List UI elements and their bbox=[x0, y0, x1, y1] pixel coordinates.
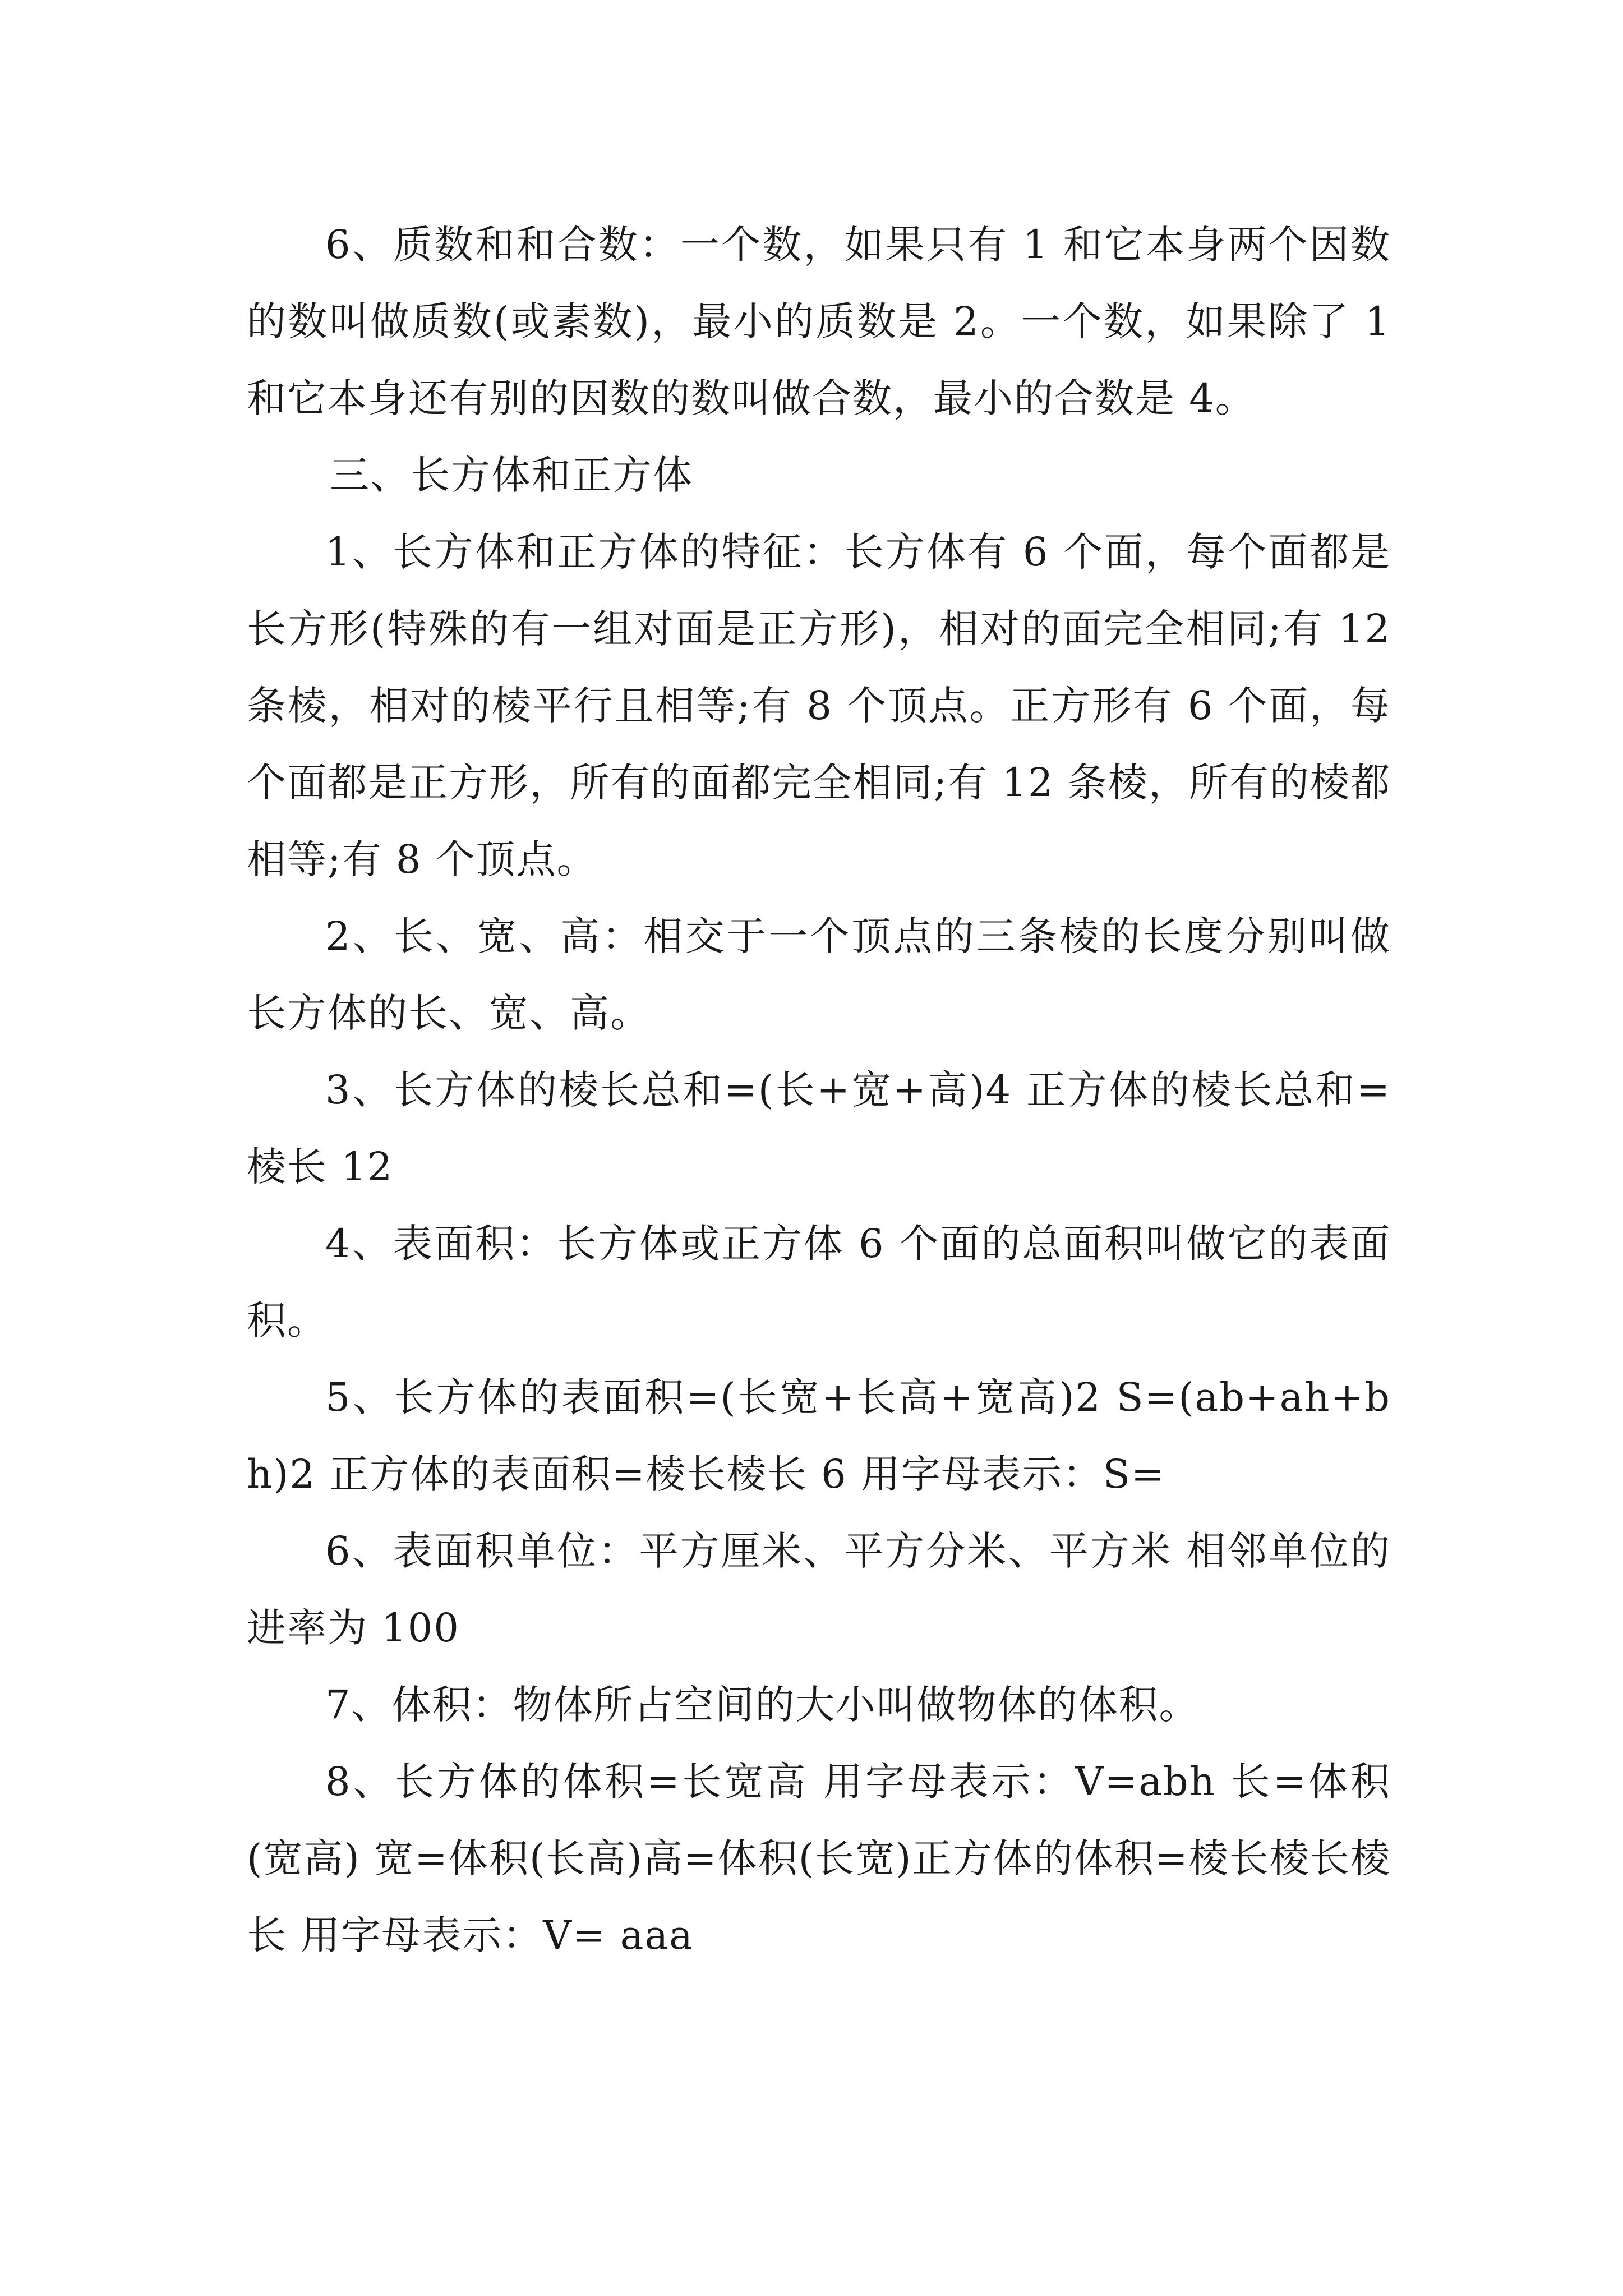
paragraph-surface-area-definition: 4、表面积：长方体或正方体 6 个面的总面积叫做它的表面积。 bbox=[247, 1221, 1391, 1343]
paragraph-edge-sum: 3、长方体的棱长总和=(长+宽+高)4 正方体的棱长总和=棱长 12 bbox=[247, 1067, 1391, 1190]
paragraph-area-units: 6、表面积单位：平方厘米、平方分米、平方米 相邻单位的进率为 100 bbox=[247, 1528, 1391, 1651]
paragraph-length-width-height: 2、长、宽、高：相交于一个顶点的三条棱的长度分别叫做长方体的长、宽、高。 bbox=[247, 913, 1391, 1036]
paragraph-prime-composite: 6、质数和和合数：一个数，如果只有 1 和它本身两个因数的数叫做质数(或素数)，最小的质数是 2。一个数，如果除了 1 和它本身还有别的因数的数叫做合数，最小的合数是 4。 bbox=[247, 222, 1391, 421]
paragraph-volume-formula: 8、长方体的体积=长宽高 用字母表示：V=abh 长=体积(宽高) 宽=体积(长高)高=体积(长宽)正方体的体积=棱长棱长棱长 用字母表示：V= aaa bbox=[247, 1759, 1391, 1958]
paragraph-surface-area-formula: 5、长方体的表面积=(长宽+长高+宽高)2 S=(ab+ah+bh)2 正方体的表面积=棱长棱长 6 用字母表示：S= bbox=[247, 1374, 1391, 1497]
paragraph-volume-definition: 7、体积：物体所占空间的大小叫做物体的体积。 bbox=[325, 1682, 1200, 1728]
paragraph-characteristics: 1、长方体和正方体的特征：长方体有 6 个面，每个面都是长方形(特殊的有一组对面是正方形)，相对的面完全相同;有 12 条棱，相对的棱平行且相等;有 8 个顶点。正方形有 6 个面，每个面都是正方形，所有的面都完全相同;有 12 条棱，所有的棱都相等;有 8 个顶点。 bbox=[247, 529, 1391, 882]
section-heading-cuboid-cube: 三、长方体和正方体 bbox=[330, 452, 693, 498]
document-body bbox=[247, 206, 1391, 1974]
